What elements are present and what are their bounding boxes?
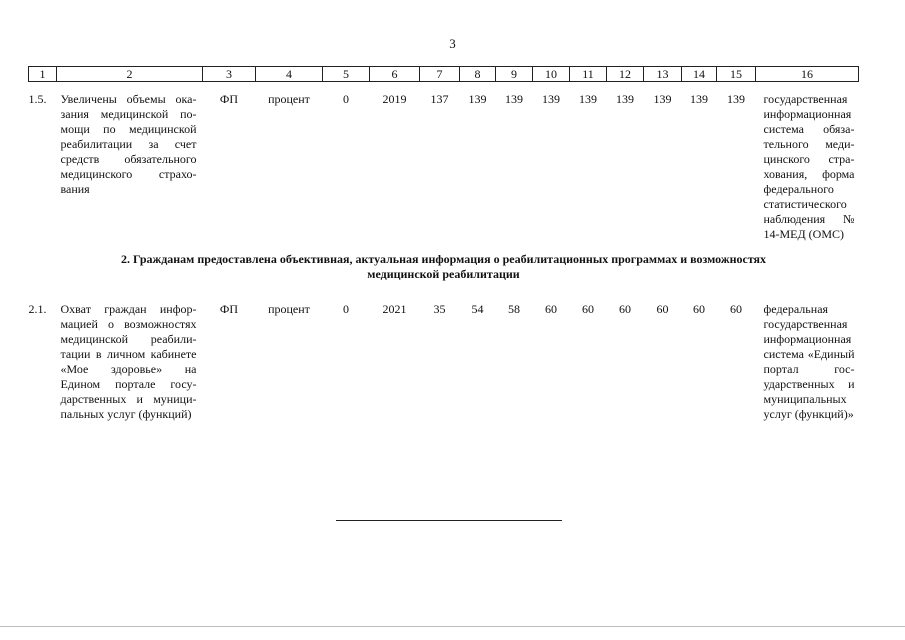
value-cell: 139 [653, 92, 672, 106]
column-header: 11 [570, 67, 607, 82]
value-cell: 60 [545, 302, 557, 316]
column-header: 1 [29, 67, 57, 82]
column-header: 5 [323, 67, 370, 82]
base-year-cell: 2021 [382, 302, 407, 316]
value-cell: 139 [579, 92, 597, 106]
value-cell: 60 [730, 302, 742, 316]
value-cell: 139 [542, 92, 560, 106]
source-cell: федеральная государственная информационная система «Единый портал государственных и муниципальных услуг (функций)» [763, 302, 855, 421]
row-number: 1.5. [28, 92, 47, 106]
indicator-name: Охват граждан информацией о возможностях медицинской реабилитации в личном кабинете «Мое здоровье» на Едином портале государственных и муниципальных услуг (функций) [60, 302, 197, 421]
column-header: 8 [460, 67, 496, 82]
value-cell: 139 [727, 92, 745, 106]
value-cell: 60 [619, 302, 631, 316]
page-number: 3 [449, 36, 456, 51]
value-cell: 54 [471, 302, 484, 316]
unit-cell: процент [268, 302, 310, 316]
column-header: 13 [644, 67, 682, 82]
column-header: 4 [256, 67, 323, 82]
value-cell: 139 [505, 92, 523, 106]
source-cell: государственная информационная система обязательного медицинского страхования, форма федерального статистического наблюдения № 14-МЕД (ОМС) [763, 92, 855, 241]
column-header: 16 [756, 67, 859, 82]
base-year-cell: 2019 [382, 92, 407, 106]
page-bottom-rule [0, 626, 905, 627]
base-value-cell: 0 [343, 92, 349, 106]
column-header: 6 [370, 67, 420, 82]
value-cell: 35 [433, 302, 446, 316]
level-cell: ФП [219, 302, 239, 316]
base-value-cell: 0 [343, 302, 349, 316]
column-number-row [29, 67, 859, 82]
end-of-document-line [336, 520, 562, 521]
indicator-name: Увеличены объемы оказания медицинской помощи по медицинской реабилитации за счет средств обязательного медицинского страхования [60, 92, 197, 196]
value-cell: 60 [656, 302, 669, 316]
column-header: 15 [717, 67, 756, 82]
value-cell: 60 [582, 302, 594, 316]
value-cell: 58 [508, 302, 520, 316]
value-cell: 139 [468, 92, 487, 106]
unit-cell: процент [268, 92, 310, 106]
indicators-table [28, 66, 859, 426]
column-header: 2 [57, 67, 203, 82]
value-cell: 139 [690, 92, 708, 106]
column-header: 12 [607, 67, 644, 82]
column-header: 7 [420, 67, 460, 82]
column-header: 9 [496, 67, 533, 82]
table-row [29, 292, 859, 426]
value-cell: 137 [430, 92, 449, 106]
table-row [29, 82, 859, 247]
section-heading-row [29, 246, 859, 292]
level-cell: ФП [219, 92, 239, 106]
section-heading: 2. Гражданам предоставлена объективная, актуальная информация о реабилитационных программах и возможностях медицинской реабилитации [120, 252, 767, 281]
column-header: 14 [682, 67, 717, 82]
value-cell: 139 [616, 92, 634, 106]
value-cell: 60 [693, 302, 705, 316]
column-header: 3 [203, 67, 256, 82]
row-number: 2.1. [28, 302, 47, 316]
column-header: 10 [533, 67, 570, 82]
